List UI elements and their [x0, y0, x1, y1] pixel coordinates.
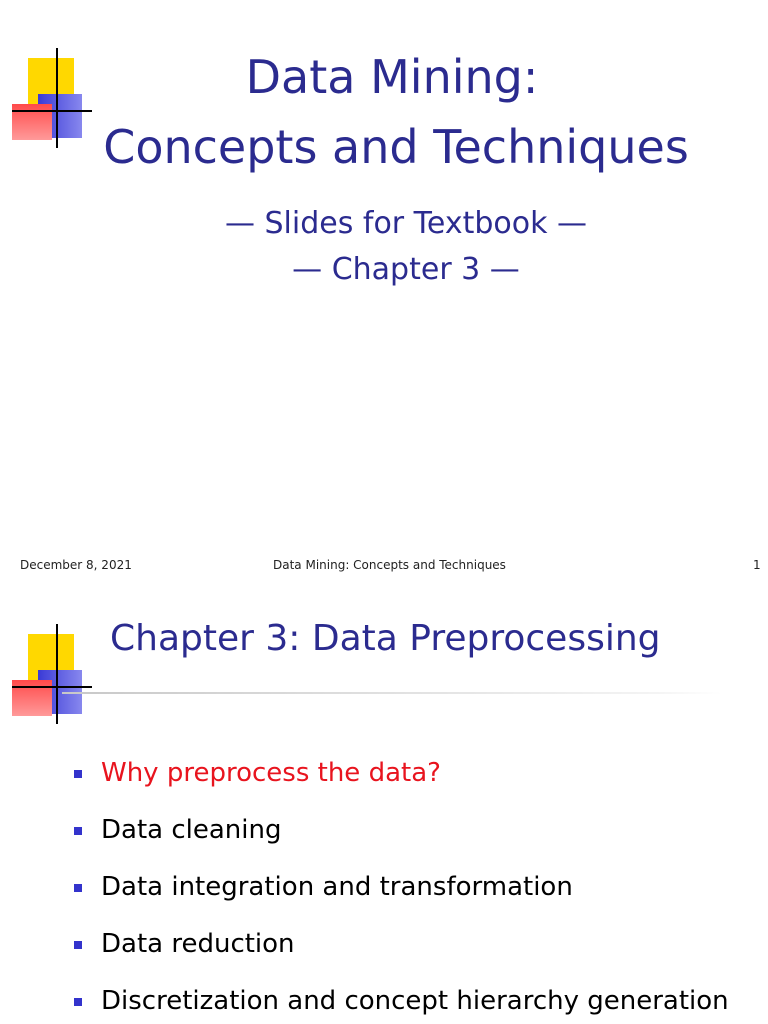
bullet-list	[74, 758, 729, 1024]
square-bullet-icon	[74, 998, 82, 1006]
list-item-text: Why preprocess the data?	[101, 758, 441, 788]
list-item	[74, 929, 729, 986]
list-item	[74, 872, 729, 929]
footer-title: Data Mining: Concepts and Techniques	[273, 558, 506, 572]
list-item	[74, 815, 729, 872]
list-item	[74, 986, 729, 1024]
list-item-text: Data integration and transformation	[101, 872, 573, 902]
footer-date: December 8, 2021	[20, 558, 132, 572]
logo-horizontal-line	[12, 686, 92, 688]
square-bullet-icon	[74, 941, 82, 949]
slide-chapter-outline	[0, 580, 768, 1024]
slide-subtitle-line-1: — Slides for Textbook —	[224, 206, 588, 241]
title-divider	[62, 692, 722, 694]
logo-horizontal-line	[12, 110, 92, 112]
footer-page-number: 1	[753, 558, 761, 572]
square-bullet-icon	[74, 770, 82, 778]
list-item-text: Discretization and concept hierarchy generation	[101, 986, 729, 1016]
list-item	[74, 758, 729, 815]
slide-title-line-2: Concepts and Techniques	[103, 120, 689, 174]
square-bullet-icon	[74, 884, 82, 892]
list-item-text: Data reduction	[101, 929, 295, 959]
logo-vertical-line	[56, 624, 58, 724]
chapter-title: Chapter 3: Data Preprocessing	[110, 618, 661, 659]
slide-title-line-1: Data Mining:	[245, 50, 539, 104]
slide-subtitle-line-2: — Chapter 3 —	[292, 252, 520, 287]
list-item-text: Data cleaning	[101, 815, 282, 845]
square-bullet-icon	[74, 827, 82, 835]
slide-logo-icon	[12, 624, 122, 734]
